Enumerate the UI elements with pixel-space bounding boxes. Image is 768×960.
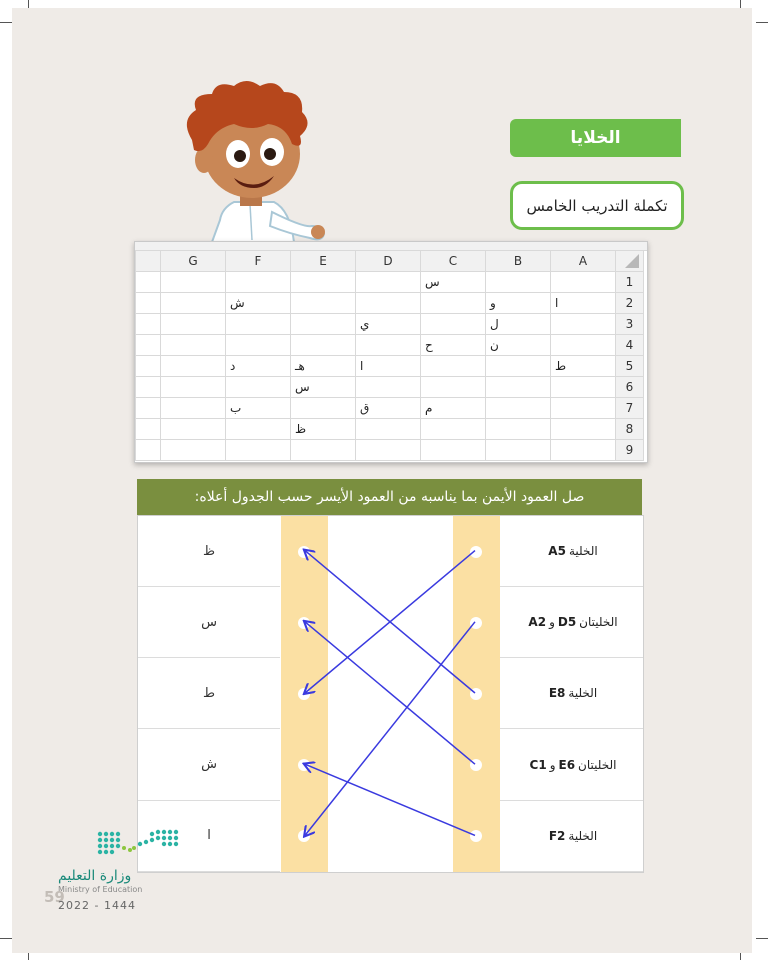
sheet-margin-cell [136, 272, 161, 293]
cell-a9[interactable] [551, 440, 616, 461]
match-connection-line [305, 622, 475, 764]
cell-d4[interactable] [356, 335, 421, 356]
sheet-margin-cell [136, 335, 161, 356]
cell-e6[interactable] [291, 377, 356, 398]
cell-c9[interactable] [421, 440, 486, 461]
cell-b7[interactable] [486, 398, 551, 419]
row-header-6[interactable]: 6 [616, 377, 644, 398]
cell-reference: E8 [548, 686, 566, 701]
cell-c5[interactable] [421, 356, 486, 377]
cell-d5[interactable] [356, 356, 421, 377]
column-header-e[interactable]: E [291, 251, 356, 272]
cell-a5[interactable] [551, 356, 616, 377]
cell-f1[interactable] [226, 272, 291, 293]
cell-d8[interactable] [356, 419, 421, 440]
lesson-title: الخلايا [510, 119, 681, 157]
crop-mark [740, 953, 741, 960]
cell-e7[interactable] [291, 398, 356, 419]
cell-value: ل [490, 317, 499, 331]
row-header-4[interactable]: 4 [616, 335, 644, 356]
exercise-subtitle: تكملة التدريب الخامس [510, 181, 684, 230]
cell-d1[interactable] [356, 272, 421, 293]
crop-mark [28, 953, 29, 960]
cell-b8[interactable] [486, 419, 551, 440]
cell-d3[interactable] [356, 314, 421, 335]
cell-value: ب [230, 401, 242, 415]
crop-mark [0, 938, 12, 939]
cell-f2[interactable] [226, 293, 291, 314]
row-header-8[interactable]: 8 [616, 419, 644, 440]
cell-e3[interactable] [291, 314, 356, 335]
row-header-7[interactable]: 7 [616, 398, 644, 419]
cell-label: الخلية [568, 828, 598, 843]
row-header-2[interactable]: 2 [616, 293, 644, 314]
cell-b1[interactable] [486, 272, 551, 293]
select-all-corner[interactable] [616, 251, 644, 272]
cell-c1[interactable] [421, 272, 486, 293]
column-header-g[interactable]: G [161, 251, 226, 272]
cell-f6[interactable] [226, 377, 291, 398]
conjunction: و [549, 757, 556, 772]
sheet-margin-cell [136, 419, 161, 440]
cell-g9[interactable] [161, 440, 226, 461]
year-label: 2022 - 1444 [58, 899, 136, 912]
cell-e9[interactable] [291, 440, 356, 461]
cell-c2[interactable] [421, 293, 486, 314]
cell-value: ط [555, 359, 567, 373]
select-all-triangle-icon [625, 254, 639, 268]
left-item: س [138, 587, 280, 658]
crop-mark [28, 0, 29, 8]
cell-value: ح [425, 338, 433, 352]
cell-g4[interactable] [161, 335, 226, 356]
row-header-3[interactable]: 3 [616, 314, 644, 335]
cell-value: م [425, 401, 433, 415]
column-header-b[interactable]: B [486, 251, 551, 272]
cell-c8[interactable] [421, 419, 486, 440]
cell-b3[interactable] [486, 314, 551, 335]
cell-e8[interactable] [291, 419, 356, 440]
cell-g1[interactable] [161, 272, 226, 293]
matching-instruction: صل العمود الأيمن بما يناسبه من العمود الأيسر حسب الجدول أعلاه: [137, 479, 642, 515]
cell-c4[interactable] [421, 335, 486, 356]
cell-reference: C1 [529, 757, 547, 772]
cell-a1[interactable] [551, 272, 616, 293]
ministry-name-english: Ministry of Education [58, 885, 143, 894]
cell-label: الخلية [568, 686, 598, 701]
left-item: ط [138, 658, 280, 729]
cell-value: ا [555, 296, 559, 310]
cell-value: ظ [295, 422, 307, 436]
cell-f9[interactable] [226, 440, 291, 461]
column-header-c[interactable]: C [421, 251, 486, 272]
cell-f3[interactable] [226, 314, 291, 335]
cell-c3[interactable] [421, 314, 486, 335]
crop-mark [756, 938, 768, 939]
student-character-illustration [172, 80, 332, 242]
cell-f7[interactable] [226, 398, 291, 419]
cell-value: هـ [295, 359, 305, 373]
cell-value: ش [230, 296, 245, 310]
conjunction: و [549, 615, 555, 630]
cell-a2[interactable] [551, 293, 616, 314]
cell-b2[interactable] [486, 293, 551, 314]
cell-a8[interactable] [551, 419, 616, 440]
cell-f8[interactable] [226, 419, 291, 440]
left-item: ا [138, 801, 280, 872]
left-item: ش [138, 730, 280, 801]
row-header-5[interactable]: 5 [616, 356, 644, 377]
cell-e2[interactable] [291, 293, 356, 314]
cell-g6[interactable] [161, 377, 226, 398]
matching-lines [137, 515, 642, 871]
sheet-margin-cell [136, 398, 161, 419]
cell-g5[interactable] [161, 356, 226, 377]
column-header-f[interactable]: F [226, 251, 291, 272]
cell-f5[interactable] [226, 356, 291, 377]
cell-b6[interactable] [486, 377, 551, 398]
cell-a7[interactable] [551, 398, 616, 419]
cell-reference: A2 [528, 615, 547, 630]
ministry-name-arabic: وزارة التعليم [58, 868, 132, 884]
cell-d2[interactable] [356, 293, 421, 314]
cell-g8[interactable] [161, 419, 226, 440]
cell-reference: F2 [548, 828, 566, 843]
cell-a6[interactable] [551, 377, 616, 398]
crop-mark [756, 22, 768, 23]
row-header-1[interactable]: 1 [616, 272, 644, 293]
cell-e4[interactable] [291, 335, 356, 356]
cell-value: ق [360, 401, 370, 415]
cell-value: ي [360, 317, 370, 331]
cell-c6[interactable] [421, 377, 486, 398]
cell-d6[interactable] [356, 377, 421, 398]
cell-g2[interactable] [161, 293, 226, 314]
match-connection-line [305, 764, 475, 835]
row-header-9[interactable]: 9 [616, 440, 644, 461]
cell-value: س [425, 275, 440, 289]
cell-g3[interactable] [161, 314, 226, 335]
spreadsheet-image [134, 241, 648, 463]
cell-g7[interactable] [161, 398, 226, 419]
cell-b4[interactable] [486, 335, 551, 356]
cell-e1[interactable] [291, 272, 356, 293]
match-connection-line [305, 622, 475, 836]
crop-mark [0, 22, 12, 23]
cell-label: الخلية [568, 544, 598, 558]
cell-d9[interactable] [356, 440, 421, 461]
cell-a4[interactable] [551, 335, 616, 356]
cell-b5[interactable] [486, 356, 551, 377]
cell-reference: E6 [558, 757, 576, 772]
sheet-margin-cell [136, 377, 161, 398]
spreadsheet-grid [135, 250, 644, 461]
sheet-margin-cell [136, 293, 161, 314]
cell-value: س [295, 380, 310, 394]
cell-a3[interactable] [551, 314, 616, 335]
sheet-margin-cell [136, 314, 161, 335]
cell-reference: A5 [548, 544, 566, 558]
sheet-margin-cell [136, 356, 161, 377]
sheet-margin-cell [136, 440, 161, 461]
cell-f4[interactable] [226, 335, 291, 356]
page-number: 59 [44, 888, 65, 906]
cell-e5[interactable] [291, 356, 356, 377]
cell-label: الخليتان [579, 615, 618, 630]
column-header-d[interactable]: D [356, 251, 421, 272]
cell-value: ن [490, 338, 499, 352]
cell-value: د [230, 359, 236, 373]
cell-b9[interactable] [486, 440, 551, 461]
left-item: ظ [138, 516, 280, 587]
cell-reference: D5 [557, 615, 577, 630]
cell-value: و [490, 296, 496, 310]
sheet-blank-corner [136, 251, 161, 272]
cell-label: الخليتان [578, 757, 617, 772]
crop-mark [740, 0, 741, 8]
column-header-a[interactable]: A [551, 251, 616, 272]
cell-c7[interactable] [421, 398, 486, 419]
cell-d7[interactable] [356, 398, 421, 419]
cell-value: ا [360, 359, 364, 373]
